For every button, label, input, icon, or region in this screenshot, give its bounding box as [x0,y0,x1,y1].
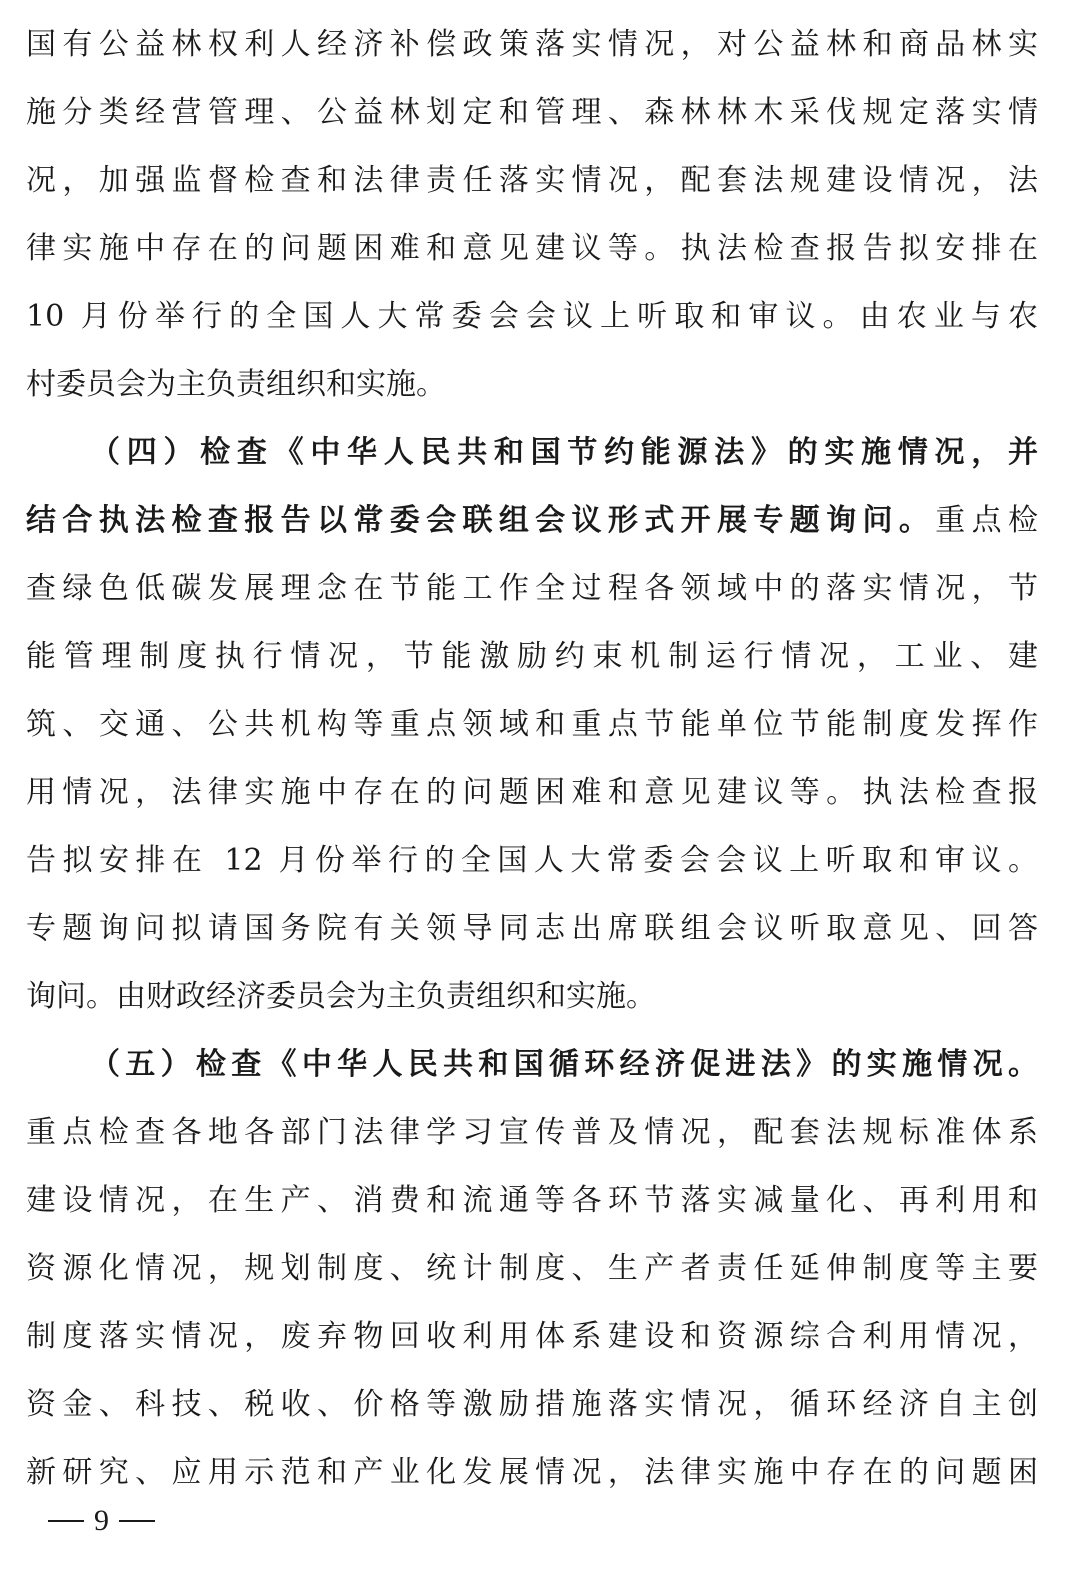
section-heading-five: （五）检查《中华人民共和国循环经济促进法》的实施情况。 [90,1047,1038,1082]
text-line: 资源化情况，规划制度、统计制度、生产者责任延伸制度等主要 [26,1251,1038,1286]
text-line: 筑、交通、公共机构等重点领域和重点节能单位节能制度发挥作 [26,707,1038,742]
section-heading-four: （四）检查《中华人民共和国节约能源法》的实施情况，并 [90,435,1038,470]
text-line: 用情况，法律实施中存在的问题困难和意见建议等。执法检查报 [26,775,1038,810]
section-heading-four-continued: 结合执法检查报告以常委会联组会议形式开展专题询问。 [26,503,936,538]
text-line: 重点检查各地各部门法律学习宣传普及情况，配套法规标准体系 [26,1115,1038,1150]
text-line: 制度落实情况，废弃物回收利用体系建设和资源综合利用情况， [26,1319,1038,1354]
text-fragment: 重点检 [935,503,1039,538]
text-line: 国有公益林权利人经济补偿政策落实情况，对公益林和商品林实 [26,27,1038,62]
page-number: 9 [94,1504,109,1537]
text-line: 告拟安排在 12 月份举行的全国人大常委会会议上听取和审议。 [26,843,1038,878]
document-body [26,0,1038,1507]
text-line: 专题询问拟请国务院有关领导同志出席联组会议听取意见、回答 [26,911,1038,946]
footer-dash-left [48,1520,84,1522]
text-line: 询问。由财政经济委员会为主负责组织和实施。 [26,979,656,1014]
text-line: 施分类经营管理、公益林划定和管理、森林林木采伐规定落实情 [26,95,1038,130]
text-line: 查绿色低碳发展理念在节能工作全过程各领域中的落实情况，节 [26,571,1038,606]
page-footer [38,1496,165,1546]
text-line: 新研究、应用示范和产业化发展情况，法律实施中存在的问题困 [26,1455,1038,1490]
text-line: 能管理制度执行情况，节能激励约束机制运行情况，工业、建 [26,639,1038,674]
text-line-mixed [26,487,1038,555]
footer-dash-right [119,1520,155,1522]
text-line: 10 月份举行的全国人大常委会会议上听取和审议。由农业与农 [26,299,1038,334]
text-line: 建设情况，在生产、消费和流通等各环节落实减量化、再利用和 [26,1183,1038,1218]
text-line: 村委员会为主负责组织和实施。 [26,367,446,402]
text-line: 况，加强监督检查和法律责任落实情况，配套法规建设情况，法 [26,163,1038,198]
text-line: 资金、科技、税收、价格等激励措施落实情况，循环经济自主创 [26,1387,1038,1422]
text-line: 律实施中存在的问题困难和意见建议等。执法检查报告拟安排在 [26,231,1038,266]
